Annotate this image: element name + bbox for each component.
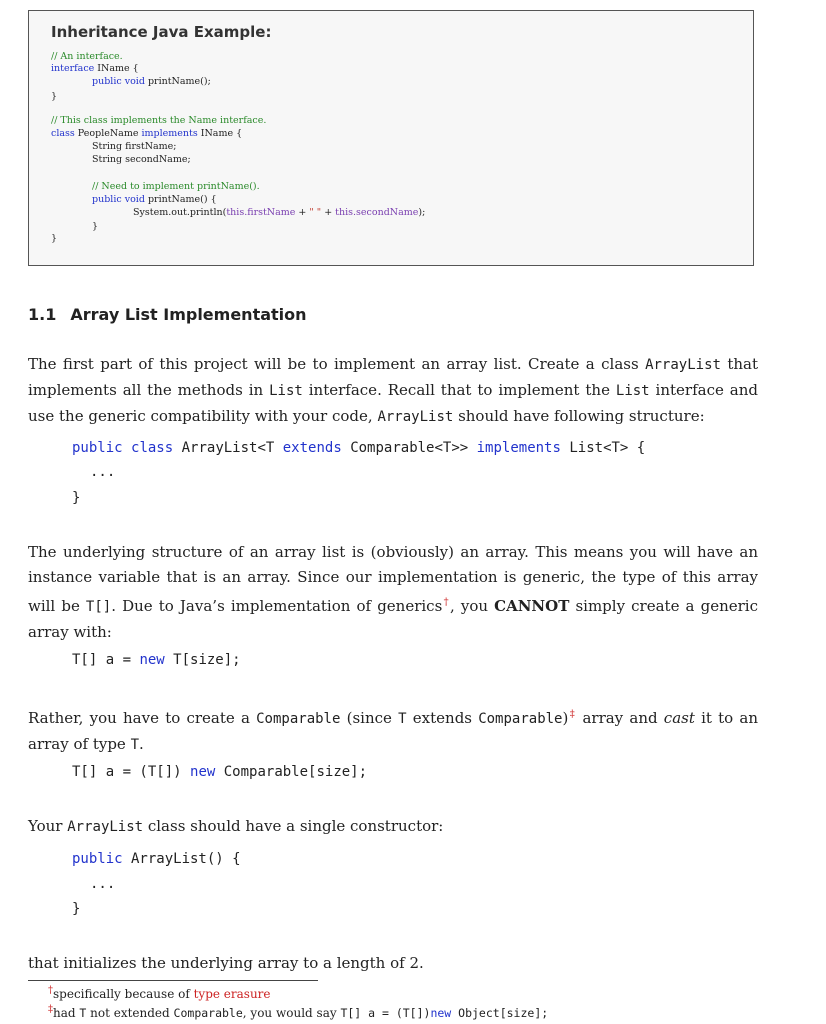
keyword: void [124, 194, 145, 205]
paragraph-underlying-structure [28, 540, 758, 645]
inline-code: Comparable [173, 1006, 243, 1020]
text: . Due to Java’s implementation of generics [111, 597, 443, 615]
code-field-second: String secondName; [92, 154, 191, 165]
inline-code: T [398, 711, 407, 727]
emphasis-italic: cast [663, 709, 695, 727]
code-comparable-array [72, 764, 367, 780]
keyword: new [430, 1006, 452, 1020]
paragraph-initialize: that initializes the underlying array to a length of 2. [28, 954, 424, 972]
code-text: IName { [94, 63, 139, 74]
code-string: " " [309, 207, 322, 218]
text: specifically because of [53, 987, 194, 1001]
text: it to an array of type [28, 709, 758, 753]
code-text: + [295, 207, 310, 218]
footnote-marker: ‡ [48, 1004, 53, 1015]
text: array and [576, 709, 664, 727]
keyword: public [72, 440, 123, 456]
code-close-class: } [51, 233, 58, 244]
text: interface and use the generic compatibility with your code, [28, 381, 758, 425]
footnote-marker[interactable]: † [442, 597, 450, 608]
inline-code: T [79, 1006, 87, 1020]
text: that implements all the methods in [28, 355, 758, 399]
code-line-class [51, 128, 242, 140]
emphasis-bold: CANNOT [494, 597, 570, 615]
code-text: Comparable<T>> [341, 440, 477, 456]
code-class-signature [72, 440, 645, 456]
code-close-brace: } [72, 901, 81, 917]
example-title: Inheritance Java Example: [51, 23, 272, 41]
text: should have following structure: [453, 407, 705, 425]
code-text: printName() { [144, 194, 217, 205]
text: interface. Recall that to implement the [302, 381, 616, 399]
code-text: printName(); [144, 76, 211, 87]
code-line-method [92, 194, 217, 206]
text: Rather, you have to create a [28, 709, 257, 727]
code-text: ArrayList() { [122, 851, 241, 867]
keyword: class [131, 440, 174, 456]
inline-code: Comparable [256, 711, 341, 727]
text: not extended [86, 1006, 174, 1020]
code-text: + [321, 207, 336, 218]
code-generic-array [72, 652, 241, 668]
keyword: void [124, 76, 145, 87]
code-ellipsis: ... [90, 876, 116, 892]
text: Your [28, 817, 68, 835]
text: ) [562, 709, 569, 727]
code-line-print-decl [92, 76, 211, 88]
keyword: new [190, 764, 216, 780]
inline-code: T[] [85, 599, 112, 615]
keyword: public [92, 194, 122, 205]
paragraph-comparable-cast [28, 702, 758, 758]
code-close-method: } [92, 221, 99, 232]
keyword: extends [282, 440, 342, 456]
inline-code: ArrayList [377, 409, 454, 425]
code-close-brace: } [51, 91, 58, 102]
code-constructor [72, 851, 241, 867]
inline-code: List [269, 383, 303, 399]
code-text: List<T> { [560, 440, 646, 456]
text: The underlying structure of an array list is (obviously) an array. This means you will have an instance variable that is an array. Since our implementation is generic, the type of this array will be [28, 543, 758, 615]
text: had [53, 1006, 80, 1020]
code-this: this.firstName [226, 207, 296, 218]
code-close-brace: } [72, 490, 81, 506]
footnote-1 [48, 985, 271, 1001]
inline-code: ArrayList [645, 357, 721, 373]
footnote-divider [28, 980, 318, 981]
code-line-interface [51, 63, 139, 75]
section-title: Array List Implementation [70, 305, 307, 324]
code-text: T[size]; [164, 652, 241, 668]
footnote-marker: † [48, 985, 53, 996]
text: class should have a single constructor: [143, 817, 444, 835]
code-comment-method: // Need to implement printName(). [92, 181, 260, 192]
text: , you would say [242, 1006, 341, 1020]
keyword: implements [476, 440, 561, 456]
code-text: T[] a = [72, 652, 140, 668]
code-comment-class: // This class implements the Name interface. [51, 115, 267, 126]
paragraph-intro [28, 352, 758, 430]
keyword: public [72, 851, 123, 867]
code-example-box [28, 10, 754, 266]
inline-code: List [615, 383, 650, 399]
code-comment-interface: // An interface. [51, 51, 123, 62]
inline-code: T[] a = (T[]) [340, 1006, 431, 1020]
keyword: interface [51, 63, 95, 74]
code-ellipsis: ... [90, 464, 116, 480]
type-erasure-link[interactable]: type erasure [193, 987, 271, 1001]
keyword: new [139, 652, 165, 668]
text: extends [406, 709, 479, 727]
code-this: this.secondName [335, 207, 419, 218]
inline-code: Comparable [478, 711, 563, 727]
code-text: ArrayList<T [173, 440, 283, 456]
inline-code: T [130, 737, 140, 753]
keyword: public [92, 76, 122, 87]
code-line-println [133, 207, 425, 219]
code-text: Comparable[size]; [215, 764, 368, 780]
section-number: 1.1 [28, 305, 57, 324]
text: (since [340, 709, 399, 727]
inline-code: ArrayList [67, 819, 144, 835]
keyword: implements [141, 128, 198, 139]
text: . [139, 735, 144, 753]
text: simply create a generic array with: [28, 597, 758, 641]
footnote-2 [48, 1004, 548, 1020]
footnote-marker[interactable]: ‡ [568, 709, 577, 720]
code-text: T[] a = (T[]) [72, 764, 191, 780]
code-field-first: String firstName; [92, 141, 177, 152]
code-text: ); [418, 207, 426, 218]
text: The first part of this project will be to implement an array list. Create a class [28, 355, 646, 373]
text: , you [449, 597, 495, 615]
code-text: System.out.println( [133, 207, 227, 218]
inline-code: Object[size]; [451, 1006, 549, 1020]
keyword: class [51, 128, 75, 139]
code-text: PeopleName [74, 128, 142, 139]
section-heading [28, 305, 307, 324]
paragraph-constructor [28, 814, 758, 840]
code-text: IName { [197, 128, 243, 139]
